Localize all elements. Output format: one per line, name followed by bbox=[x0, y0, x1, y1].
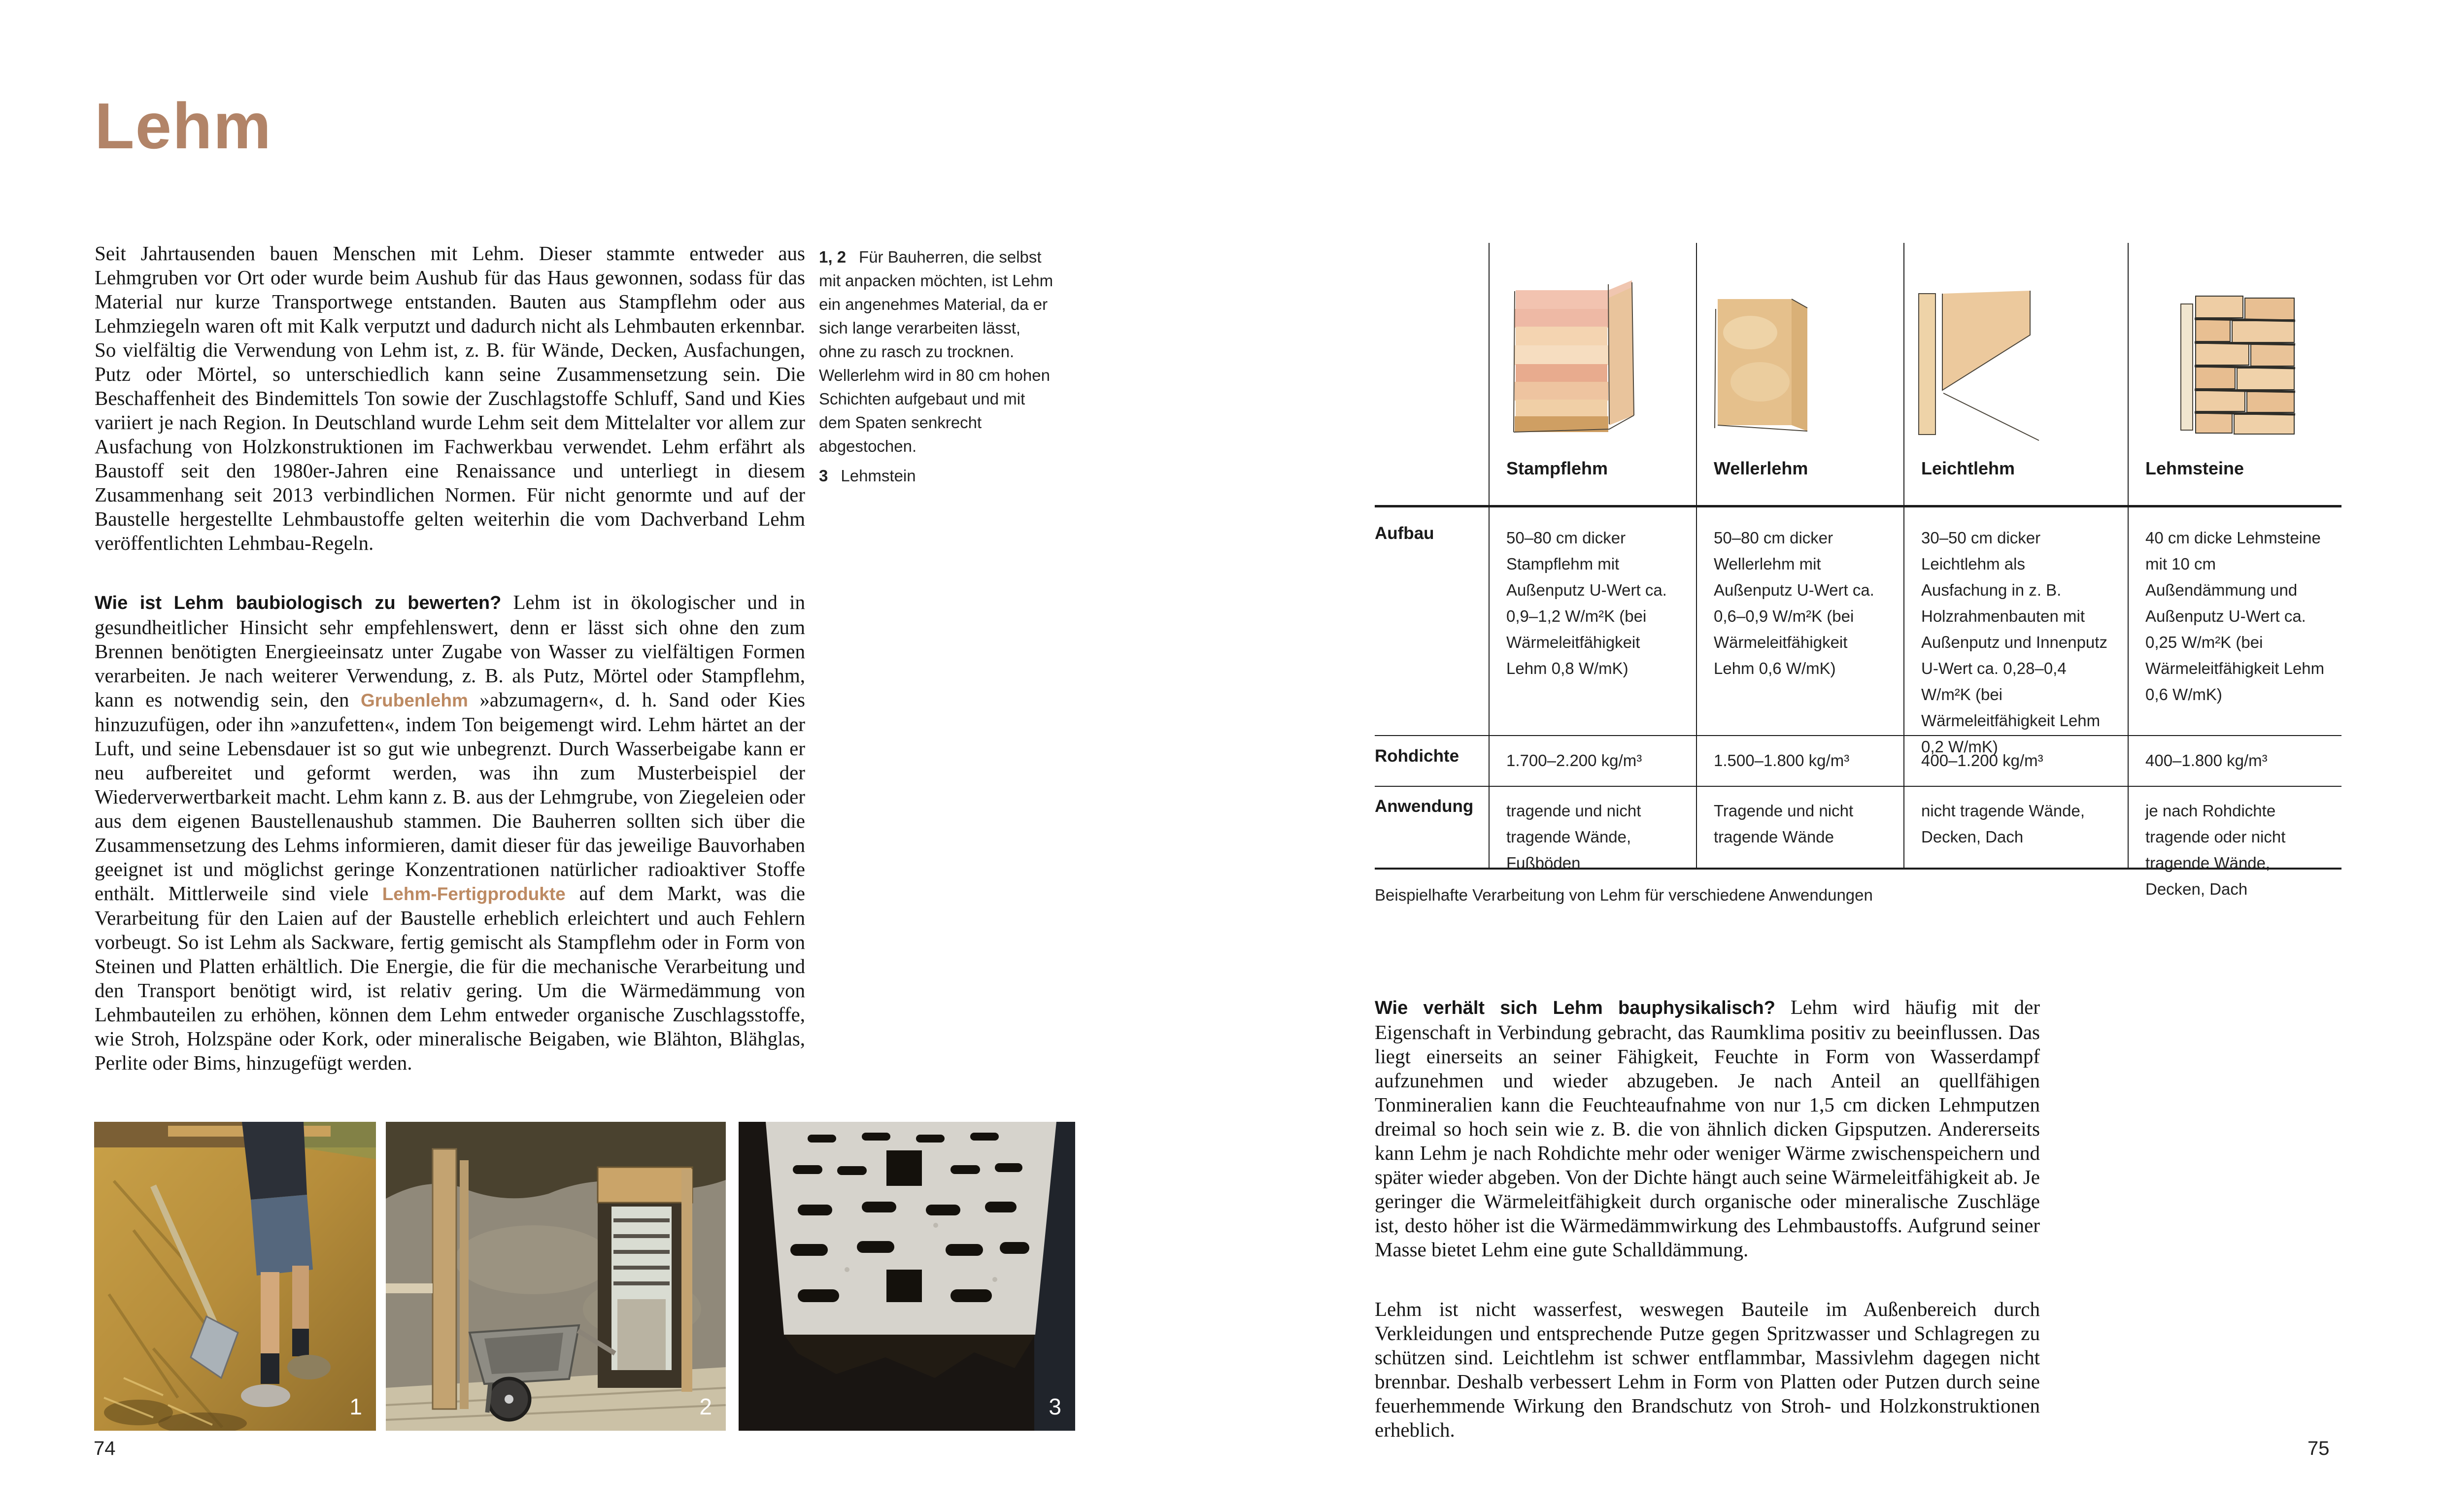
cell-aufbau-leichtlehm: 30–50 cm dicker Leichtlehm als Ausfachung in z. B. Holzrahmenbauten mit Außenputz und Innenputz U-Wert ca. 0,28–0,4 W/m²K (bei Wärmeleitfähigkeit Lehm 0,2 W/mK) bbox=[1921, 529, 2107, 756]
baubiologie-heading: Wie ist Lehm baubiologisch zu bewerten? bbox=[95, 593, 502, 613]
table-rule-vertical-4 bbox=[2128, 243, 2129, 870]
cell-anwendung-lehmsteine: je nach Rohdichte tragende oder nicht tragende Wände, Decken, Dach bbox=[2145, 802, 2286, 898]
photo-baustelle-innenraum bbox=[386, 1122, 726, 1431]
cell-aufbau-lehmsteine: 40 cm dicke Lehmsteine mit 10 cm Außendämmung und Außenputz U-Wert ca. 0,25 W/m²K (bei Wärmeleitfähigkeit Lehm 0,6 W/mK) bbox=[2145, 529, 2325, 704]
cell-rohdichte-wellerlehm: 1.500–1.800 kg/m³ bbox=[1714, 751, 1850, 770]
table-rowlabel-aufbau: Aufbau bbox=[1375, 524, 1434, 543]
photo-number-2: 2 bbox=[699, 1394, 712, 1419]
table-rule-header-bottom bbox=[1375, 505, 2341, 507]
table-rule-row-1 bbox=[1375, 735, 2341, 736]
leichtlehm-illustration bbox=[1912, 280, 2060, 442]
bauphysik-text: Lehm wird häufig mit der Eigenschaft in Verbindung gebracht, das Raumklima positiv zu beeinflussen. Das liegt einerseits an seiner Fähigkeit, Feuchte in Form von Wasserdampf aufzunehmen und wieder abzugeben. Je nach Anteil an quellfähigen Tonmineralien kann die Feuchteaufnahme von nur 1,5 cm dicken Lehmputzen dreimal so hoch sein wie z. B. die von ähnlich dicken Gipsputzen. Andererseits kann Lehm je nach Rohdichte mehr oder weniger Wärme zwischenspeichern und später wieder abgeben. Von der Dichte hängt auch seine Wärmeleitfähigkeit ab. Je geringer die Wärmeleitfähigkeit durch organische oder mineralische Zuschläge ist, desto höher ist die Wärmedämmwirkung des Lehmbaustoffs. Aufgrund seiner Masse bietet Lehm eine gute Schalldämmung. bbox=[1375, 996, 2040, 1261]
table-header-lehmsteine: Lehmsteine bbox=[2145, 458, 2244, 478]
bauphysik-paragraph bbox=[1375, 995, 2040, 1262]
cell-aufbau-stampflehm: 50–80 cm dicker Stampflehm mit Außenputz U-Wert ca. 0,9–1,2 W/m²K (bei Wärmeleitfähigkeit Lehm 0,8 W/mK) bbox=[1506, 529, 1667, 677]
cell-rohdichte-leichtlehm: 400–1.200 kg/m³ bbox=[1921, 751, 2043, 770]
figure-caption-1-2 bbox=[819, 245, 1054, 458]
baubiologie-text-3: auf dem Markt, was die Verarbeitung für den Laien auf der Baustelle erheblich erleichtert und auch Fehlern vorbeugt. So ist Lehm als Sackware, fertig gemischt als Stampflehm oder in Form von Steinen und Platten erhältlich. Die Energie, die für die mechanische Verarbeitung und den Transport benötigt wird, ist relativ gering. Um die Wärmedämmung von Lehmbauteilen zu erhöhen, können dem Lehm entweder organische Zuschlagsstoffe, wie Stroh, Holzspäne oder Kork, oder mineralische Beigaben, wie Blähton, Blähglas, Perlite oder Bims, hinzugefügt werden. bbox=[95, 882, 805, 1074]
stampflehm-illustration bbox=[1507, 273, 1655, 441]
cell-anwendung-stampflehm: tragende und nicht tragende Wände, Fußböden bbox=[1506, 802, 1641, 872]
table-header-stampflehm: Stampflehm bbox=[1506, 458, 1608, 478]
photo-stampflehm-work-image bbox=[94, 1122, 376, 1431]
page-title: Lehm bbox=[95, 90, 272, 162]
figure-caption-ref-3: 3 bbox=[819, 467, 828, 485]
cell-anwendung-wellerlehm: Tragende und nicht tragende Wände bbox=[1714, 802, 1854, 846]
photo-lehmstein-image bbox=[739, 1122, 1075, 1431]
table-rowlabel-anwendung: Anwendung bbox=[1375, 797, 1474, 816]
intro-paragraph: Seit Jahrtausenden bauen Menschen mit Lehm. Dieser stammte entweder aus Lehmgruben vor Ort oder wurde beim Aushub für das Haus gewonnen, sodass für das Material nur kurze Transportwege entstanden. Bauten aus Stampflehm oder aus Lehmziegeln waren oft mit Kalk verputzt und dadurch nicht als Lehmbauten erkennbar. So vielfältig die Verwendung von Lehm ist, z. B. für Wände, Decken, Ausfachungen, Putz oder Mörtel, so unterschiedlich kann seine Zusammensetzung sein. Die Beschaffenheit des Bindemittels Ton sowie der Zuschlagstoffe Schluff, Sand und Kies variiert je nach Region. In Deutschland wurde Lehm seit dem Mittelalter vor allem zur Ausfachung von Holzkonstruktionen im Fachwerkbau verwendet. Lehm erfährt als Baustoff seit den 1980er-Jahren eine Renaissance und unterliegt in diesem Zusammenhang seit 2013 verbindlichen Normen. Für nicht genormte und auf der Baustelle hergestellte Lehmbaustoffe gelten weiterhin die vom Dachverband Lehm veröffentlichten Lehmbau-Regeln. bbox=[95, 242, 805, 554]
table-caption: Beispielhafte Verarbeitung von Lehm für verschiedene Anwendungen bbox=[1375, 886, 1873, 904]
baubiologie-text-1: Lehm ist in ökologischer und in gesundheitlicher Hinsicht sehr empfehlenswert, denn er lässt sich ohne den zum Brennen benötigten Energieeinsatz unter Zugabe von Wasser zu vielfältigen Formen verarbeiten. Je nach weiterer Verwendung, z. B. als Putz, Mörtel oder Stampflehm, kann es notwendig sein, den bbox=[95, 591, 805, 711]
table-rowlabel-rohdichte: Rohdichte bbox=[1375, 746, 1459, 766]
table-header-wellerlehm: Wellerlehm bbox=[1714, 458, 1808, 478]
table-rule-row-2 bbox=[1375, 786, 2341, 787]
photo-number-3: 3 bbox=[1049, 1394, 1061, 1419]
baubiologie-text-2: »abzumagern«, d. h. Sand oder Kies hinzuzufügen, oder ihn »anzufetten«, indem Ton beigemengt wird. Lehm härtet an der Luft, und seine Lebensdauer ist so gut wie unbegrenzt. Durch Wasserbeigabe kann er neu aufbereitet und geformt werden, was ihn zum Musterbeispiel der Wiederverwertbarkeit macht. Lehm kann z. B. aus der Lehmgrube, von Ziegeleien oder aus dem eigenen Baustellenaushub stammen. Die Bauherren sollten sich über die Zusammensetzung des Lehms informieren, damit dieser für das jeweilige Bauvorhaben geeignet ist und möglichst geringe Konzentrationen natürlicher radioaktiver Stoffe enthält. Mittlerweile sind viele bbox=[95, 688, 806, 905]
cell-rohdichte-lehmsteine: 400–1.800 kg/m³ bbox=[2145, 751, 2268, 770]
figure-caption-text-3: Lehmstein bbox=[841, 467, 916, 485]
photo-baustelle-innenraum-image bbox=[386, 1122, 726, 1431]
photo-number-1: 1 bbox=[349, 1394, 362, 1419]
table-rule-vertical-2 bbox=[1696, 243, 1697, 870]
wasserfest-paragraph: Lehm ist nicht wasserfest, weswegen Bauteile im Außenbereich durch Verkleidungen und entsprechende Putze gegen Spritzwasser und Schlagregen zu schützen sind. Leichtlehm ist schwer entflammbar, Massivlehm dagegen nicht brennbar. Deshalb verbessert Lehm in Form von Platten oder Putzen durch seine feuerhemmende Wirkung den Brandschutz von Stroh- und Holzkonstruktionen erheblich. bbox=[1375, 1298, 2040, 1441]
page-number-right: 75 bbox=[2307, 1438, 2330, 1459]
photo-lehmstein bbox=[739, 1122, 1075, 1431]
table-rule-vertical-3 bbox=[1903, 243, 1904, 870]
page-number-left: 74 bbox=[94, 1438, 116, 1459]
table-header-leichtlehm: Leichtlehm bbox=[1921, 458, 2015, 478]
figure-caption-ref-1-2: 1, 2 bbox=[819, 248, 847, 266]
wellerlehm-illustration bbox=[1706, 288, 1824, 436]
figure-caption-text-1-2: Für Bauherren, die selbst mit anpacken möchten, ist Lehm ein angenehmes Material, da er sich lange verarbeiten lässt, ohne zu rasch zu trocknen. Wellerlehm wird in 80 cm hohen Schichten aufgebaut und mit dem Spaten senkrecht abgestochen. bbox=[819, 248, 1053, 455]
cell-rohdichte-stampflehm: 1.700–2.200 kg/m³ bbox=[1506, 751, 1642, 770]
bauphysik-heading: Wie verhält sich Lehm bauphysikalisch? bbox=[1375, 998, 1775, 1018]
table-rule-vertical-1 bbox=[1489, 243, 1490, 870]
keyword-lehm-fertigprodukte: Lehm-Fertigprodukte bbox=[382, 884, 566, 904]
photo-stampflehm-work bbox=[94, 1122, 376, 1431]
cell-anwendung-leichtlehm: nicht tragende Wände, Decken, Dach bbox=[1921, 802, 2085, 846]
figure-caption-3 bbox=[819, 464, 1054, 488]
baubiologie-paragraph bbox=[95, 590, 805, 1075]
lehmsteine-illustration bbox=[2174, 286, 2302, 439]
keyword-grubenlehm: Grubenlehm bbox=[360, 690, 468, 710]
cell-aufbau-wellerlehm: 50–80 cm dicker Wellerlehm mit Außenputz U-Wert ca. 0,6–0,9 W/m²K (bei Wärmeleitfähigkeit Lehm 0,6 W/mK) bbox=[1714, 529, 1874, 677]
